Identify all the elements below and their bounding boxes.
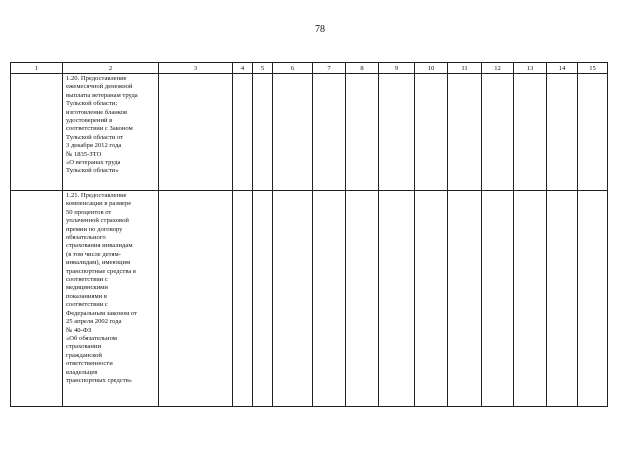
table-cell (482, 74, 514, 191)
row-description (63, 191, 159, 407)
description-line: обязательного (66, 234, 106, 242)
description-line: показаниями в (66, 292, 107, 300)
description-line: медицинскими (66, 284, 108, 292)
table-cell (346, 191, 379, 407)
table-cell (578, 74, 608, 191)
description-line: страховании (66, 343, 101, 351)
table-header-row (11, 63, 608, 74)
table-cell (448, 191, 482, 407)
description-line: изготовление бланков (66, 108, 128, 116)
column-header: 9 (379, 63, 415, 74)
column-header: 3 (159, 63, 233, 74)
table-cell (273, 74, 313, 191)
column-header: 11 (448, 63, 482, 74)
description-line: соответствии с Законом (66, 125, 133, 133)
description-line: инвалидам), имеющим (66, 259, 131, 267)
description-line: 50 процентов от (66, 208, 112, 216)
data-table (10, 62, 608, 407)
description-line: «О ветеранах труда (66, 159, 121, 167)
table-cell (547, 74, 578, 191)
row-description (63, 74, 159, 191)
table-cell (233, 74, 253, 191)
column-header: 5 (253, 63, 273, 74)
table-cell (273, 191, 313, 407)
description-line: 25 апреля 2002 года (66, 318, 122, 326)
description-line: (в том числе детям- (66, 250, 121, 258)
table-cell (346, 74, 379, 191)
description-line: № 40-ФЗ (66, 326, 92, 334)
description-line: № 1835-ЗТО (66, 150, 102, 158)
description-line: гражданской (66, 351, 102, 359)
table-cell (482, 191, 514, 407)
description-line: транспортные средства в (66, 267, 137, 275)
table-cell (233, 191, 253, 407)
column-header: 14 (547, 63, 578, 74)
table-cell (415, 191, 448, 407)
description-line: Федеральным законом от (66, 309, 137, 317)
table-cell (313, 74, 346, 191)
description-line: 3 декабря 2012 года (66, 142, 122, 150)
column-header: 10 (415, 63, 448, 74)
table-cell (253, 191, 273, 407)
column-header: 8 (346, 63, 379, 74)
column-header: 15 (578, 63, 608, 74)
table-cell (159, 191, 233, 407)
column-header: 1 (11, 63, 63, 74)
column-header: 7 (313, 63, 346, 74)
table-row (11, 74, 608, 191)
description-line: «Об обязательном (66, 334, 117, 342)
table-cell (514, 74, 547, 191)
table-cell (11, 191, 63, 407)
table-cell (253, 74, 273, 191)
description-line: 1.20. Предоставление (66, 75, 127, 82)
description-line: компенсации в размере (66, 200, 132, 208)
column-header: 6 (273, 63, 313, 74)
table-cell (313, 191, 346, 407)
column-header: 2 (63, 63, 159, 74)
description-line: Тульской области» (66, 167, 119, 175)
table-cell (415, 74, 448, 191)
column-header: 13 (514, 63, 547, 74)
description-line: транспортных средств» (66, 376, 133, 384)
description-line: владельцев (66, 368, 98, 376)
table-cell (578, 191, 608, 407)
column-header: 4 (233, 63, 253, 74)
table-cell (448, 74, 482, 191)
description-line: 1.21. Предоставление (66, 192, 127, 199)
description-line: страхования инвалидам (66, 242, 133, 250)
description-line: ежемесячной денежной (66, 83, 133, 91)
description-line: удостоверений в (66, 117, 113, 125)
column-header: 12 (482, 63, 514, 74)
description-line: выплаты ветеранам труда (66, 91, 138, 99)
description-line: Тульской области; (66, 100, 118, 108)
description-line: Тульской области от (66, 133, 124, 141)
description-line: соответствии с (66, 301, 108, 309)
description-line: соответствии с (66, 276, 108, 284)
table-cell (379, 74, 415, 191)
table-cell (11, 74, 63, 191)
description-line: ответственности (66, 360, 113, 368)
page-number: 78 (315, 24, 325, 35)
table-cell (379, 191, 415, 407)
description-line: уплаченной страховой (66, 217, 129, 225)
description-line: премии по договору (66, 225, 123, 233)
table-row (11, 191, 608, 407)
table-cell (547, 191, 578, 407)
table-cell (159, 74, 233, 191)
table-cell (514, 191, 547, 407)
